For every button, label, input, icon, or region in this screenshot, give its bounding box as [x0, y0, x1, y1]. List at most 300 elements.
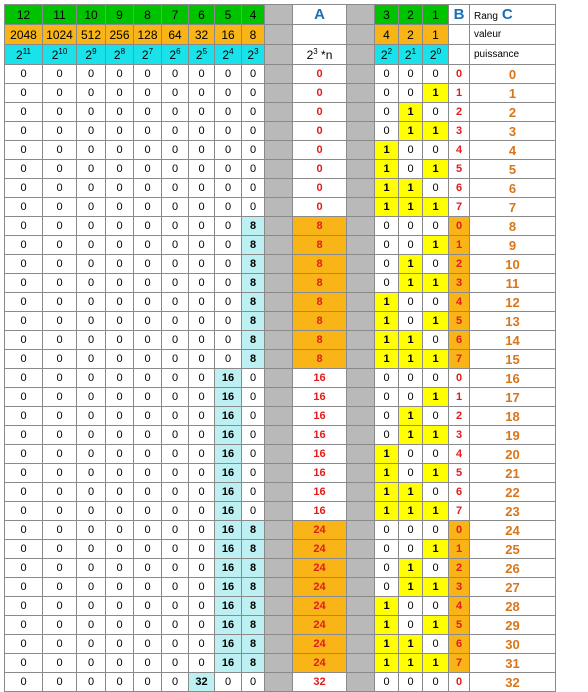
column-b-value: 4	[449, 597, 470, 616]
bit-value-cell: 0	[5, 502, 43, 521]
bit-value-cell: 0	[43, 369, 77, 388]
bit-value-cell: 0	[43, 654, 77, 673]
bit-value-cell: 0	[106, 521, 134, 540]
bit-value-cell: 0	[43, 84, 77, 103]
bit-value-cell: 0	[43, 293, 77, 312]
low-bit-cell: 0	[375, 274, 399, 293]
bit-value-cell: 0	[162, 331, 189, 350]
bit-value-cell: 0	[242, 179, 265, 198]
low-bit-cell: 0	[375, 407, 399, 426]
bit-value-cell: 0	[106, 464, 134, 483]
table-row	[5, 236, 556, 255]
header-row-rang	[5, 5, 556, 25]
bit-value-cell: 0	[106, 198, 134, 217]
bit-value-cell: 0	[77, 407, 106, 426]
bit-value-cell: 16	[215, 407, 242, 426]
separator-cell	[347, 654, 375, 673]
column-a-value: 8	[293, 274, 347, 293]
table-row	[5, 293, 556, 312]
valeur-cell: 16	[215, 25, 242, 45]
bit-value-cell: 0	[215, 350, 242, 369]
column-a-header: A	[293, 5, 347, 25]
valeur-cell: 256	[106, 25, 134, 45]
low-bit-cell: 1	[375, 502, 399, 521]
power-base: 2	[141, 47, 149, 62]
column-a-value: 24	[293, 578, 347, 597]
bit-value-cell: 0	[77, 502, 106, 521]
low-bit-cell: 0	[375, 122, 399, 141]
low-bit-cell: 0	[423, 103, 449, 122]
bit-value-cell: 0	[134, 274, 162, 293]
column-c-value: 14	[470, 331, 556, 350]
rang-number-cell: 1	[423, 5, 449, 25]
puissance-label: puissance	[470, 45, 556, 65]
column-b-value: 7	[449, 198, 470, 217]
bit-value-cell: 0	[189, 122, 215, 141]
separator-cell	[347, 45, 375, 65]
bit-value-cell: 0	[5, 198, 43, 217]
column-c-value: 8	[470, 217, 556, 236]
puissance-cell	[5, 45, 43, 65]
bit-value-cell: 0	[162, 654, 189, 673]
bit-value-cell: 0	[43, 65, 77, 84]
column-b-value: 6	[449, 635, 470, 654]
separator-cell	[347, 217, 375, 236]
bit-value-cell: 0	[162, 483, 189, 502]
column-b-value: 3	[449, 578, 470, 597]
bit-value-cell: 0	[5, 293, 43, 312]
separator-cell	[347, 293, 375, 312]
bit-value-cell: 0	[5, 616, 43, 635]
column-b-value: 3	[449, 426, 470, 445]
bit-value-cell: 0	[134, 179, 162, 198]
separator-cell	[347, 483, 375, 502]
puissance-cell	[77, 45, 106, 65]
bit-value-cell: 0	[134, 198, 162, 217]
bit-value-cell: 0	[162, 578, 189, 597]
bit-value-cell: 0	[162, 388, 189, 407]
bit-value-cell: 0	[162, 502, 189, 521]
low-bit-cell: 1	[375, 312, 399, 331]
bit-value-cell: 0	[162, 426, 189, 445]
table-row	[5, 255, 556, 274]
separator-cell	[265, 255, 293, 274]
separator-cell	[265, 464, 293, 483]
column-b-value: 1	[449, 236, 470, 255]
low-bit-cell: 1	[399, 198, 423, 217]
bit-value-cell: 0	[189, 312, 215, 331]
bit-value-cell: 0	[162, 673, 189, 692]
separator-cell	[347, 464, 375, 483]
table-row	[5, 483, 556, 502]
bit-value-cell: 0	[5, 179, 43, 198]
power-base: 2	[85, 47, 93, 62]
low-bit-cell: 1	[375, 597, 399, 616]
power-base: 2	[113, 47, 121, 62]
bit-value-cell: 0	[77, 293, 106, 312]
separator-cell	[265, 45, 293, 65]
bit-value-cell: 0	[242, 65, 265, 84]
bit-value-cell: 16	[215, 559, 242, 578]
separator-cell	[265, 521, 293, 540]
bit-value-cell: 0	[43, 616, 77, 635]
valeur-cell: 64	[162, 25, 189, 45]
bit-value-cell: 32	[189, 673, 215, 692]
bit-value-cell: 0	[242, 122, 265, 141]
table-row	[5, 103, 556, 122]
power-base: 2	[16, 47, 23, 62]
table-row	[5, 65, 556, 84]
bit-value-cell: 8	[242, 654, 265, 673]
separator-cell	[265, 654, 293, 673]
valeur-cell: 128	[134, 25, 162, 45]
bit-value-cell: 0	[5, 521, 43, 540]
separator-cell	[347, 255, 375, 274]
low-bit-cell: 0	[375, 236, 399, 255]
formula-base: 2	[306, 47, 314, 62]
bit-value-cell: 0	[189, 274, 215, 293]
low-bit-cell: 1	[423, 616, 449, 635]
column-c-value: 21	[470, 464, 556, 483]
bit-value-cell: 0	[5, 483, 43, 502]
bit-value-cell: 0	[242, 426, 265, 445]
table-row	[5, 578, 556, 597]
low-bit-cell: 0	[399, 65, 423, 84]
bit-value-cell: 0	[215, 65, 242, 84]
separator-cell	[347, 122, 375, 141]
bit-value-cell: 0	[189, 616, 215, 635]
column-b-value: 0	[449, 217, 470, 236]
column-a-value: 0	[293, 84, 347, 103]
separator-cell	[265, 616, 293, 635]
bit-value-cell: 0	[106, 103, 134, 122]
bit-value-cell: 0	[134, 464, 162, 483]
bit-value-cell: 0	[134, 369, 162, 388]
separator-cell	[347, 388, 375, 407]
bit-value-cell: 0	[77, 350, 106, 369]
bit-value-cell: 0	[77, 84, 106, 103]
column-a-value: 16	[293, 483, 347, 502]
low-bit-cell: 0	[375, 673, 399, 692]
table-row	[5, 597, 556, 616]
bit-value-cell: 0	[106, 65, 134, 84]
separator-cell	[265, 274, 293, 293]
low-bit-cell: 0	[423, 65, 449, 84]
bit-value-cell: 0	[242, 103, 265, 122]
column-b-value: 1	[449, 84, 470, 103]
bit-value-cell: 8	[242, 540, 265, 559]
bit-value-cell: 0	[189, 198, 215, 217]
bit-value-cell: 0	[77, 483, 106, 502]
bit-value-cell: 0	[162, 521, 189, 540]
separator-cell	[347, 445, 375, 464]
separator-cell	[347, 426, 375, 445]
separator-cell	[347, 5, 375, 25]
low-bit-cell: 0	[399, 445, 423, 464]
bit-value-cell: 0	[242, 388, 265, 407]
bit-value-cell: 0	[43, 103, 77, 122]
bit-value-cell: 0	[106, 179, 134, 198]
column-a-value: 16	[293, 464, 347, 483]
low-bit-cell: 0	[399, 521, 423, 540]
column-c-value: 29	[470, 616, 556, 635]
low-bit-cell: 0	[399, 597, 423, 616]
low-bit-cell: 1	[399, 331, 423, 350]
bit-value-cell: 0	[215, 236, 242, 255]
bit-value-cell: 0	[106, 673, 134, 692]
bit-value-cell: 0	[162, 635, 189, 654]
bit-value-cell: 8	[242, 331, 265, 350]
bit-value-cell: 0	[215, 312, 242, 331]
column-a-value: 8	[293, 331, 347, 350]
bit-value-cell: 16	[215, 445, 242, 464]
separator-cell	[265, 331, 293, 350]
bit-value-cell: 0	[5, 464, 43, 483]
column-a-value: 16	[293, 369, 347, 388]
bit-value-cell: 8	[242, 635, 265, 654]
column-a-value: 0	[293, 141, 347, 160]
bit-value-cell: 0	[106, 426, 134, 445]
puissance-cell	[106, 45, 134, 65]
valeur-cell: 2048	[5, 25, 43, 45]
bit-value-cell: 0	[189, 464, 215, 483]
bit-value-cell: 0	[215, 217, 242, 236]
puissance-cell	[215, 45, 242, 65]
separator-cell	[347, 578, 375, 597]
bit-value-cell: 0	[242, 84, 265, 103]
low-bit-cell: 1	[399, 255, 423, 274]
bit-value-cell: 0	[5, 388, 43, 407]
separator-cell	[265, 369, 293, 388]
bit-value-cell: 0	[189, 217, 215, 236]
column-c-value: 24	[470, 521, 556, 540]
separator-cell	[265, 445, 293, 464]
low-bit-cell: 1	[399, 426, 423, 445]
bit-value-cell: 0	[43, 445, 77, 464]
bit-value-cell: 0	[189, 540, 215, 559]
bit-value-cell: 0	[162, 236, 189, 255]
bit-value-cell: 0	[134, 502, 162, 521]
column-b-header: B	[449, 5, 470, 25]
bit-value-cell: 0	[242, 673, 265, 692]
puissance-cell	[43, 45, 77, 65]
low-bit-cell: 1	[375, 293, 399, 312]
low-bit-cell: 1	[399, 122, 423, 141]
column-b-value: 5	[449, 160, 470, 179]
column-c-value: 10	[470, 255, 556, 274]
column-b-value: 4	[449, 445, 470, 464]
bit-value-cell: 0	[134, 312, 162, 331]
column-c-value: 9	[470, 236, 556, 255]
rang-number-cell: 4	[242, 5, 265, 25]
bit-value-cell: 0	[134, 445, 162, 464]
valeur-cell: 1	[423, 25, 449, 45]
bit-value-cell: 0	[5, 65, 43, 84]
bit-value-cell: 0	[5, 255, 43, 274]
separator-cell	[265, 65, 293, 84]
header-row-valeur	[5, 25, 556, 45]
column-c-value: 23	[470, 502, 556, 521]
power-exponent: 2	[387, 46, 393, 56]
bit-value-cell: 0	[162, 65, 189, 84]
table-row	[5, 654, 556, 673]
binary-powers-sheet	[4, 4, 556, 692]
table-row	[5, 521, 556, 540]
power-exponent: 4	[229, 46, 234, 56]
bit-value-cell: 0	[43, 236, 77, 255]
low-bit-cell: 1	[399, 407, 423, 426]
bit-value-cell: 8	[242, 312, 265, 331]
bit-value-cell: 0	[77, 141, 106, 160]
low-bit-cell: 1	[423, 198, 449, 217]
low-bit-cell: 1	[399, 350, 423, 369]
bit-value-cell: 0	[215, 160, 242, 179]
bit-value-cell: 0	[43, 559, 77, 578]
bit-value-cell: 0	[43, 217, 77, 236]
bit-value-cell: 0	[162, 160, 189, 179]
separator-cell	[265, 25, 293, 45]
column-b-value: 4	[449, 293, 470, 312]
bit-value-cell: 0	[43, 597, 77, 616]
column-a-value: 24	[293, 654, 347, 673]
table-row	[5, 635, 556, 654]
low-bit-cell: 0	[375, 388, 399, 407]
column-a-value: 24	[293, 540, 347, 559]
low-bit-cell: 1	[375, 141, 399, 160]
bit-value-cell: 0	[43, 331, 77, 350]
bit-value-cell: 0	[134, 65, 162, 84]
bit-value-cell: 0	[134, 141, 162, 160]
bit-value-cell: 0	[106, 331, 134, 350]
power-exponent: 7	[148, 46, 154, 56]
column-b-value: 6	[449, 179, 470, 198]
rang-number-cell: 5	[215, 5, 242, 25]
low-bit-cell: 1	[375, 350, 399, 369]
low-bit-cell: 1	[423, 502, 449, 521]
bit-value-cell: 0	[43, 426, 77, 445]
bit-value-cell: 0	[134, 217, 162, 236]
table-row	[5, 616, 556, 635]
column-b-value: 6	[449, 331, 470, 350]
separator-cell	[265, 179, 293, 198]
column-a-value: 24	[293, 597, 347, 616]
low-bit-cell: 1	[375, 654, 399, 673]
low-bit-cell: 0	[399, 616, 423, 635]
power-base: 2	[429, 47, 437, 62]
empty-cell	[449, 45, 470, 65]
column-a-value: 0	[293, 103, 347, 122]
rang-number-cell: 2	[399, 5, 423, 25]
bit-value-cell: 0	[242, 369, 265, 388]
low-bit-cell: 1	[375, 464, 399, 483]
column-a-value: 32	[293, 673, 347, 692]
table-row	[5, 198, 556, 217]
low-bit-cell: 1	[423, 312, 449, 331]
rang-number-cell: 3	[375, 5, 399, 25]
separator-cell	[347, 65, 375, 84]
separator-cell	[265, 407, 293, 426]
column-c-value: 1	[470, 84, 556, 103]
bit-value-cell: 0	[106, 236, 134, 255]
low-bit-cell: 0	[423, 331, 449, 350]
column-a-value: 16	[293, 388, 347, 407]
bit-value-cell: 0	[77, 635, 106, 654]
low-bit-cell: 1	[375, 331, 399, 350]
bit-value-cell: 0	[242, 464, 265, 483]
separator-cell	[347, 559, 375, 578]
bit-value-cell: 0	[189, 350, 215, 369]
bit-value-cell: 16	[215, 483, 242, 502]
low-bit-cell: 0	[423, 635, 449, 654]
low-bit-cell: 1	[423, 160, 449, 179]
low-bit-cell: 1	[423, 578, 449, 597]
bit-value-cell: 0	[242, 160, 265, 179]
rang-number-cell: 6	[189, 5, 215, 25]
bit-value-cell: 0	[106, 217, 134, 236]
bit-value-cell: 0	[134, 559, 162, 578]
bit-value-cell: 8	[242, 521, 265, 540]
low-bit-cell: 0	[399, 369, 423, 388]
bit-value-cell: 0	[43, 160, 77, 179]
bit-value-cell: 0	[189, 502, 215, 521]
bit-value-cell: 0	[77, 198, 106, 217]
bit-value-cell: 0	[106, 540, 134, 559]
bit-value-cell: 0	[5, 369, 43, 388]
bit-value-cell: 0	[5, 578, 43, 597]
bit-value-cell: 0	[106, 293, 134, 312]
column-c-value: 7	[470, 198, 556, 217]
separator-cell	[347, 521, 375, 540]
bit-value-cell: 0	[162, 84, 189, 103]
bit-value-cell: 0	[162, 540, 189, 559]
power-exponent: 1	[411, 46, 417, 56]
bit-value-cell: 0	[5, 217, 43, 236]
column-c-value: 27	[470, 578, 556, 597]
bit-value-cell: 0	[134, 616, 162, 635]
bit-value-cell: 0	[162, 312, 189, 331]
column-b-value: 7	[449, 350, 470, 369]
bit-value-cell: 0	[134, 84, 162, 103]
power-exponent: 6	[176, 46, 181, 56]
table-row	[5, 274, 556, 293]
bit-value-cell: 0	[5, 673, 43, 692]
power-base: 2	[51, 47, 59, 62]
bit-value-cell: 0	[242, 407, 265, 426]
table-row	[5, 369, 556, 388]
bit-value-cell: 16	[215, 578, 242, 597]
bit-value-cell: 0	[43, 483, 77, 502]
column-b-value: 1	[449, 388, 470, 407]
bit-value-cell: 0	[106, 122, 134, 141]
bit-value-cell: 0	[77, 673, 106, 692]
bit-value-cell: 0	[43, 312, 77, 331]
bit-value-cell: 0	[43, 540, 77, 559]
bit-value-cell: 8	[242, 274, 265, 293]
bit-value-cell: 16	[215, 597, 242, 616]
separator-cell	[347, 141, 375, 160]
bit-value-cell: 0	[162, 274, 189, 293]
bit-value-cell: 0	[5, 597, 43, 616]
table-row	[5, 179, 556, 198]
bit-value-cell: 0	[242, 141, 265, 160]
separator-cell	[265, 236, 293, 255]
bit-value-cell: 0	[77, 236, 106, 255]
bit-value-cell: 0	[106, 84, 134, 103]
column-a-value: 16	[293, 445, 347, 464]
low-bit-cell: 0	[423, 217, 449, 236]
bit-value-cell: 8	[242, 217, 265, 236]
bit-value-cell: 0	[162, 122, 189, 141]
